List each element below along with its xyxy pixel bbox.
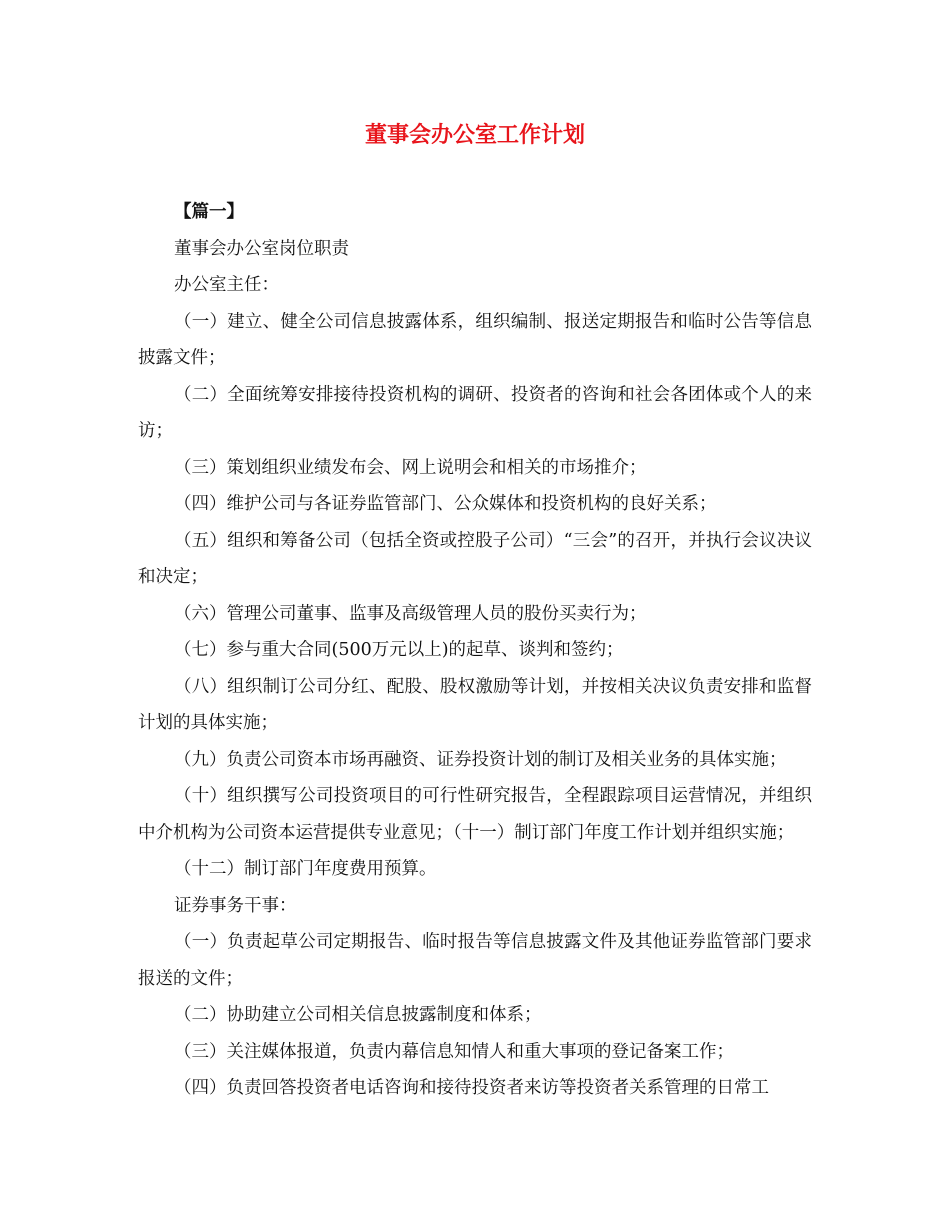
duty-item: （一）负责起草公司定期报告、临时报告等信息披露文件及其他证券监管部门要求报送的文件；: [138, 932, 812, 989]
duty-item: （七）参与重大合同(500万元以上)的起草、谈判和签约；: [174, 640, 624, 660]
role-heading-director: 办公室主任：: [174, 275, 279, 295]
duty-item: （九）负责公司资本市场再融资、证券投资计划的制订及相关业务的具体实施；: [174, 749, 787, 770]
role-heading-securities-officer: 证券事务干事：: [174, 895, 297, 916]
duty-item: （四）维护公司与各证券监管部门、公众媒体和投资机构的良好关系；: [174, 494, 717, 514]
duty-item: （四）负责回答投资者电话咨询和接待投资者来访等投资者关系管理的日常工: [174, 1078, 769, 1098]
duty-item: （一）建立、健全公司信息披露体系，组织编制、报送定期报告和临时公告等信息披露文件；: [138, 311, 812, 368]
duty-item: （六）管理公司董事、监事及高级管理人员的股份买卖行为；: [174, 603, 647, 624]
duty-item: （三）策划组织业绩发布会、网上说明会和相关的市场推介；: [174, 457, 647, 478]
document-body: [138, 194, 812, 1107]
section-marker: 【篇一】: [174, 202, 244, 222]
duty-item: （十二）制订部门年度费用预算。: [174, 859, 437, 879]
section-heading: 董事会办公室岗位职责: [174, 238, 349, 259]
duty-item: （三）关注媒体报道，负责内幕信息知情人和重大事项的登记备案工作；: [174, 1041, 734, 1062]
duty-item: （二）协助建立公司相关信息披露制度和体系；: [174, 1005, 542, 1025]
document-title: 董事会办公室工作计划: [364, 122, 585, 148]
duty-item: （五）组织和筹备公司（包括全资或控股子公司）“三会”的召开，并执行会议决议和决定；: [138, 530, 812, 587]
duty-item: （十）组织撰写公司投资项目的可行性研究报告，全程跟踪项目运营情况，并组织中介机构为公司资本运营提供专业意见；（十一）制订部门年度工作计划并组织实施；: [138, 786, 812, 843]
duty-item: （八）组织制订公司分红、配股、股权激励等计划，并按相关决议负责安排和监督计划的具体实施；: [138, 676, 812, 733]
duty-item: （二）全面统筹安排接待投资机构的调研、投资者的咨询和社会各团体或个人的来访；: [138, 384, 812, 441]
